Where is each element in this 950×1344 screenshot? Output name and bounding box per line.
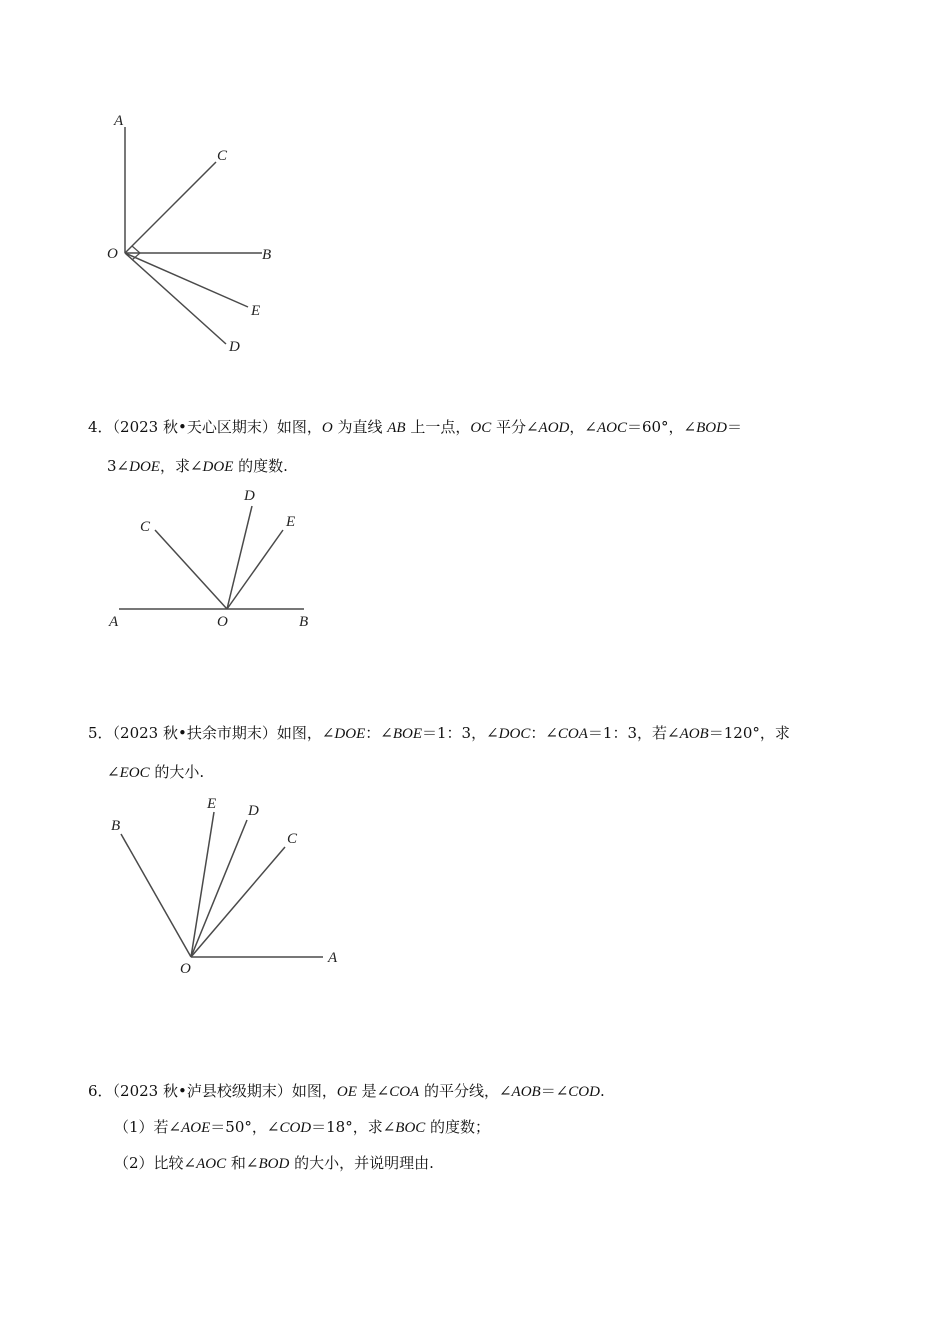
ray-OD bbox=[227, 506, 252, 609]
q6-part2: （2）比较∠AOC 和∠BOD 的大小，并说明理由. bbox=[114, 1154, 434, 1172]
q5-source: （2023 秋•扶余市期末） bbox=[112, 724, 277, 742]
label-A: A bbox=[109, 614, 119, 630]
q6-part1: （1）若∠AOE＝50°，∠COD＝18°，求∠BOC 的度数； bbox=[114, 1118, 491, 1136]
label-O: O bbox=[217, 614, 228, 630]
label-C: C bbox=[287, 831, 298, 847]
ray-OD bbox=[191, 820, 247, 957]
label-A: A bbox=[114, 113, 124, 129]
label-E: E bbox=[207, 796, 217, 812]
ray-OD bbox=[125, 253, 226, 344]
q4-line1: 4．（2023 秋•天心区期末）如图，O 为直线 AB 上一点，OC 平分∠AOD，∠AOC＝60°，∠BOD＝ bbox=[88, 418, 742, 436]
figure-q4 bbox=[100, 480, 330, 630]
q4-number: 4． bbox=[88, 418, 113, 436]
label-A: A bbox=[328, 950, 338, 966]
q4-source: （2023 秋•天心区期末） bbox=[112, 418, 277, 436]
ray-OC bbox=[125, 162, 216, 253]
q6-line1: 6．（2023 秋•泸县校级期末）如图，OE 是∠COA 的平分线，∠AOB＝∠COD. bbox=[88, 1082, 605, 1100]
label-D: D bbox=[244, 488, 255, 504]
figure-q5 bbox=[100, 790, 350, 980]
q5-line2: ∠EOC 的大小. bbox=[107, 763, 205, 781]
label-D: D bbox=[248, 803, 259, 819]
q5-line1: 5．（2023 秋•扶余市期末）如图，∠DOE：∠BOE＝1：3，∠DOC：∠COA＝1：3，若∠AOB＝120°，求 bbox=[88, 724, 790, 742]
ray-OC bbox=[155, 530, 227, 609]
q6-number: 6． bbox=[88, 1082, 113, 1100]
q6-source: （2023 秋•泸县校级期末） bbox=[112, 1082, 292, 1100]
label-O: O bbox=[180, 961, 191, 977]
ray-OE bbox=[125, 253, 248, 307]
label-E: E bbox=[286, 514, 296, 530]
figure-previous-question bbox=[100, 108, 300, 358]
label-C: C bbox=[140, 519, 151, 535]
label-E: E bbox=[251, 303, 261, 319]
label-B: B bbox=[299, 614, 309, 630]
label-O: O bbox=[107, 246, 118, 262]
ray-OB bbox=[121, 834, 191, 957]
q4-line2: 3∠DOE，求∠DOE 的度数. bbox=[107, 457, 288, 475]
ray-OE bbox=[227, 530, 283, 609]
label-C: C bbox=[217, 148, 228, 164]
label-B: B bbox=[262, 247, 272, 263]
q5-number: 5． bbox=[88, 724, 113, 742]
label-B: B bbox=[111, 818, 121, 834]
label-D: D bbox=[229, 339, 240, 355]
